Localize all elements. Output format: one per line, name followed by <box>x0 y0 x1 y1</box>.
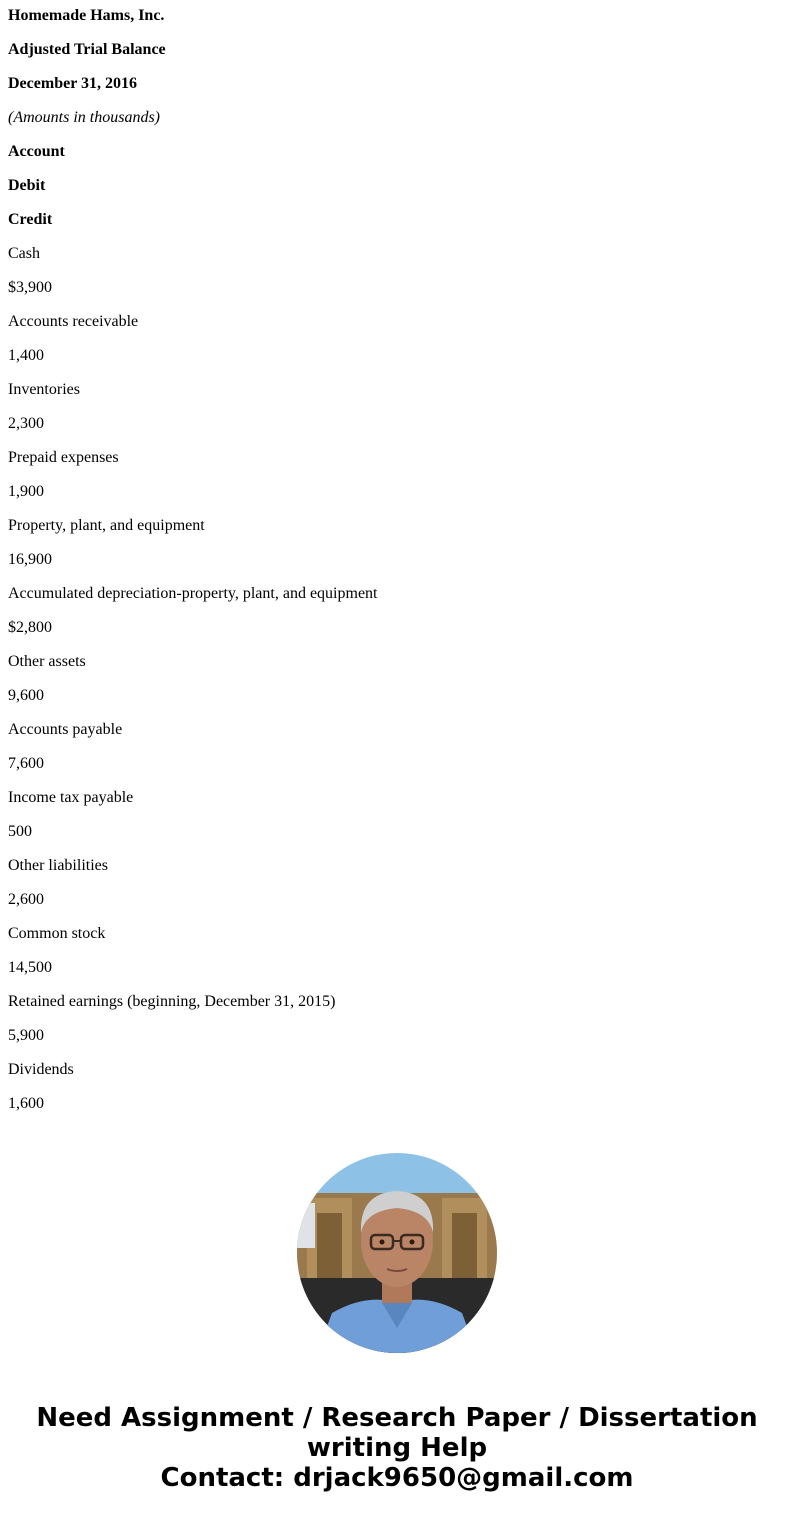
account-amount: 14,500 <box>8 959 52 976</box>
account-amount: 500 <box>8 823 32 840</box>
amounts-note: (Amounts in thousands) <box>8 109 160 126</box>
promo-line-2: writing Help <box>306 1433 488 1463</box>
account-amount: 1,900 <box>8 483 44 500</box>
column-header-account: Account <box>8 143 65 160</box>
account-name: Dividends <box>8 1061 74 1078</box>
account-name: Accounts receivable <box>8 313 139 330</box>
trial-balance-document <box>8 6 788 1128</box>
account-name: Retained earnings (beginning, December 31, 2015) <box>8 993 336 1010</box>
company-name: Homemade Hams, Inc. <box>8 7 165 24</box>
account-amount: 2,300 <box>8 415 44 432</box>
account-amount: 1,400 <box>8 347 44 364</box>
account-name: Common stock <box>8 925 106 942</box>
column-header-credit: Credit <box>8 211 53 228</box>
account-name: Property, plant, and equipment <box>8 517 205 534</box>
author-avatar <box>297 1153 497 1353</box>
column-header-debit: Debit <box>8 177 46 194</box>
account-amount: 1,600 <box>8 1095 44 1112</box>
account-name: Income tax payable <box>8 789 134 806</box>
account-amount: $2,800 <box>8 619 52 636</box>
statement-title: Adjusted Trial Balance <box>8 41 166 58</box>
account-name: Accounts payable <box>8 721 123 738</box>
account-name: Inventories <box>8 381 80 398</box>
author-portrait-icon <box>297 1153 497 1353</box>
promo-contact: Contact: drjack9650@gmail.com <box>160 1463 634 1493</box>
promo-banner <box>0 1403 794 1493</box>
account-name: Other assets <box>8 653 86 670</box>
account-amount: 7,600 <box>8 755 44 772</box>
account-name: Other liabilities <box>8 857 108 874</box>
promo-line-1: Need Assignment / Research Paper / Dissertation <box>36 1403 758 1433</box>
account-amount: 9,600 <box>8 687 44 704</box>
account-name: Prepaid expenses <box>8 449 119 466</box>
account-name: Cash <box>8 245 40 262</box>
account-amount: 2,600 <box>8 891 44 908</box>
account-amount: 16,900 <box>8 551 52 568</box>
account-amount: $3,900 <box>8 279 52 296</box>
account-amount: 5,900 <box>8 1027 44 1044</box>
statement-date: December 31, 2016 <box>8 75 137 92</box>
account-name: Accumulated depreciation-property, plant, and equipment <box>8 585 378 602</box>
